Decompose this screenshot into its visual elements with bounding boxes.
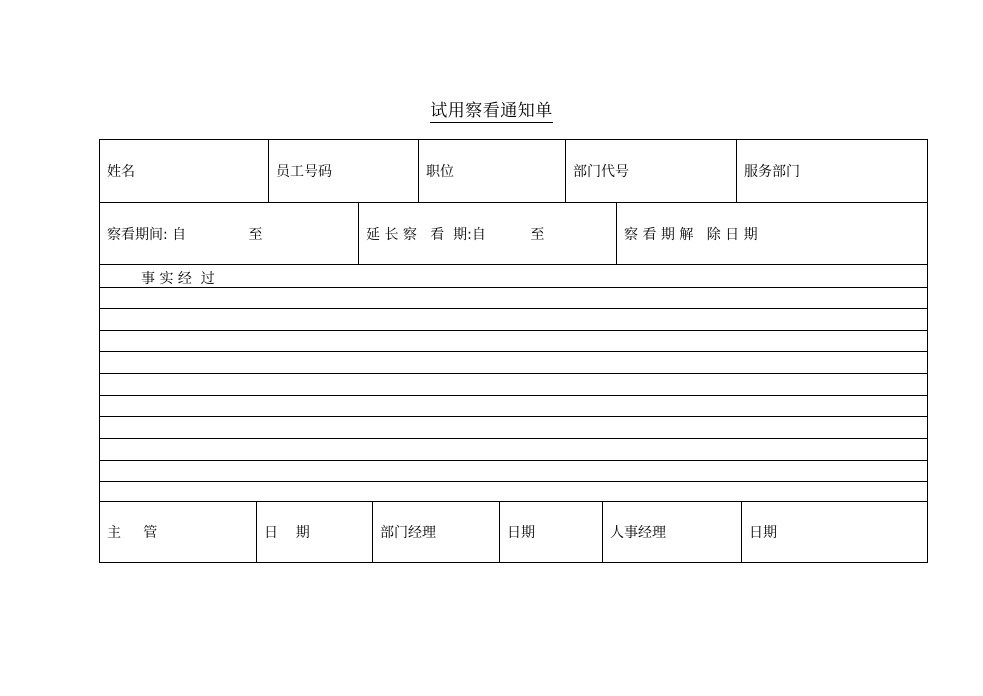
supervisor-field[interactable]: 主 管 [100, 502, 257, 562]
release-date-field[interactable]: 察 看 期 解 除 日 期 [624, 226, 758, 243]
position-field[interactable]: 职位 [419, 140, 566, 202]
signature-row [100, 501, 927, 562]
facts-line [100, 287, 927, 288]
form-title: 试用察看通知单 [430, 101, 553, 121]
extended-period-field[interactable]: 延 长 察 看 期:自 至 [359, 203, 617, 264]
facts-label: 事 实 经 过 [141, 271, 215, 287]
facts-lines[interactable] [100, 265, 927, 503]
employee-number-field[interactable]: 员工号码 [269, 140, 419, 202]
probation-form [99, 139, 928, 563]
supervisor-date-field[interactable]: 日 期 [257, 502, 373, 562]
department-code-field[interactable]: 部门代号 [566, 140, 737, 202]
name-field[interactable]: 姓名 [100, 140, 269, 202]
facts-line [100, 373, 927, 374]
facts-line [100, 481, 927, 482]
facts-line [100, 351, 927, 352]
service-department-field[interactable]: 服务部门 [744, 164, 800, 180]
department-manager-date-field[interactable]: 日期 [500, 502, 603, 562]
hr-manager-field[interactable]: 人事经理 [603, 502, 742, 562]
observation-period-field[interactable]: 察看期间: 自 至 [100, 203, 359, 264]
facts-line [100, 308, 927, 309]
department-manager-field[interactable]: 部门经理 [373, 502, 500, 562]
facts-line [100, 438, 927, 439]
hr-manager-date-field[interactable]: 日期 [749, 525, 777, 541]
period-row [100, 203, 927, 265]
facts-line [100, 330, 927, 331]
facts-line [100, 416, 927, 417]
employee-info-row [100, 140, 927, 203]
facts-line [100, 460, 927, 461]
facts-line [100, 395, 927, 396]
